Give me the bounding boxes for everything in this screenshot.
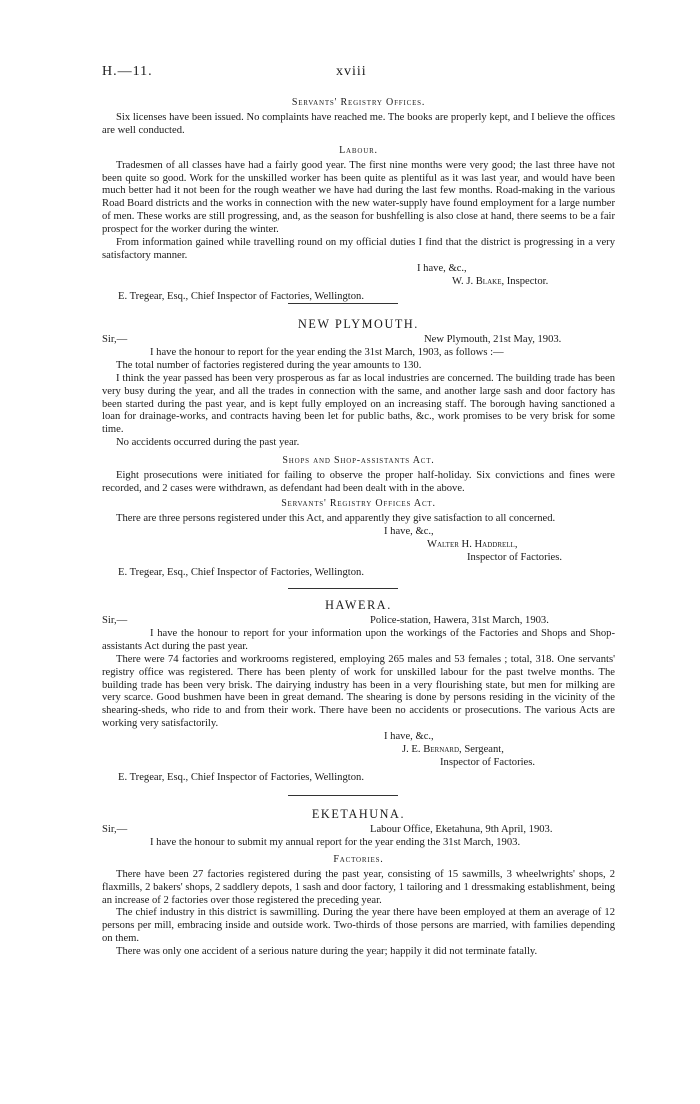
addressee: E. Tregear, Esq., Chief Inspector of Factories, Wellington. bbox=[118, 566, 364, 578]
closing: I have, &c., bbox=[384, 731, 434, 743]
section-heading: Servants' Registry Offices. bbox=[291, 97, 426, 108]
signatory-rank: Sergeant, bbox=[464, 744, 504, 756]
paragraph: The chief industry in this district is sawmilling. During the year there have been employed at them an average of 12 persons per mill, embracing inside and outside work. Two-thirds of those persons are married, with families depending on them. bbox=[102, 907, 615, 945]
dateline: Police-station, Hawera, 31st March, 1903. bbox=[370, 614, 549, 626]
paragraph: I think the year passed has been very prosperous as far as local industries are concerned. The building trade has been very busy during the year, and all the trades in connection with the same, and another large sash and door factory has been started during the past year, and is kept fully employed on an increasing staff. The borough having sanctioned a loan for drainage-works, and contracts having been let for public baths, &c., work promises to be very brisk for some time. bbox=[102, 372, 615, 436]
signature bbox=[102, 744, 615, 757]
paragraph: Six licenses have been issued. No complaints have reached me. The books are properly kept, and I believe the offices are well conducted. bbox=[102, 111, 615, 136]
salutation: Sir,— bbox=[102, 823, 128, 835]
section-title: NEW PLYMOUTH. bbox=[298, 317, 419, 331]
paragraph: I have the honour to submit my annual report for the year ending the 31st March, 1903. bbox=[150, 836, 521, 848]
paragraph: Tradesmen of all classes have had a fairly good year. The first nine months were very good; the last three have not been quite so good. Work for the unskilled worker has been quite as plentiful as it was last year, and would have been much better had it not been for the rough weather we have had during the last few months. Road-making in the various Road Board districts and the works in connection with the new water-supply have found employment for a large number of men. These works are still progressing, and, as the season for bushfelling is also close at hand, there seems to be a fair prospect for the worker during the winter. bbox=[102, 159, 615, 236]
paragraph: There have been 27 factories registered during the past year, consisting of 15 sawmills, 3 wheelwrights' shops, 2 flaxmills, 2 bakers' shops, 2 saddlery depots, 1 sash and door factory, 1 tailoring and 1 dressmaking establishment, being an increase of 2 factories over those registered the preceding year. bbox=[102, 868, 615, 906]
salutation-row bbox=[102, 615, 615, 628]
section-new-plymouth bbox=[102, 318, 615, 580]
signatory-name: J. E. Bernard, bbox=[402, 744, 462, 756]
closing-line bbox=[102, 731, 615, 744]
page-header bbox=[102, 66, 615, 82]
signatory-title: Inspector. bbox=[506, 275, 549, 287]
section-divider bbox=[288, 303, 398, 304]
section-heading: Shops and Shop-assistants Act. bbox=[282, 455, 435, 467]
paragraph: I have the honour to report for the year ending the 31st March, 1903, as follows :— bbox=[150, 346, 504, 358]
signatory-name: W. J. Blake, bbox=[452, 275, 505, 287]
paragraph: There are three persons registered under this Act, and apparently they give satisfaction to all concerned. bbox=[116, 512, 556, 524]
section-title: HAWERA. bbox=[325, 598, 392, 612]
paragraph: I have the honour to report for your information upon the workings of the Factories and Shops and Shop-assistants Act during the past year. bbox=[102, 627, 615, 652]
paragraph: No accidents occurred during the past year. bbox=[116, 437, 300, 449]
closing: I have, &c., bbox=[384, 525, 434, 537]
section-heading: Servants' Registry Offices Act. bbox=[281, 497, 436, 509]
closing-line bbox=[102, 263, 615, 276]
signatory-name: Walter H. Haddrell, bbox=[427, 538, 518, 550]
signature bbox=[102, 276, 615, 289]
section-title: EKETAHUNA. bbox=[311, 807, 406, 821]
signatory-title: Inspector of Factories. bbox=[440, 757, 536, 769]
paragraph: Eight prosecutions were initiated for failing to observe the proper half-holiday. Six convictions and fines were recorded, and 2 cases were withdrawn, as defendant had been dealt with in the above. bbox=[102, 470, 615, 494]
paragraph: From information gained while travelling round on my official duties I find that the district is progressing in a very satisfactory manner. bbox=[102, 237, 615, 261]
addressee: E. Tregear, Esq., Chief Inspector of Factories, Wellington. bbox=[118, 290, 364, 302]
section-hawera bbox=[102, 599, 615, 785]
section-heading: Labour. bbox=[339, 144, 378, 156]
addressee: E. Tregear, Esq., Chief Inspector of Factories, Wellington. bbox=[118, 772, 364, 784]
signature bbox=[102, 539, 615, 552]
paragraph: The total number of factories registered during the year amounts to 130. bbox=[116, 359, 422, 371]
paragraph: There was only one accident of a serious nature during the year; happily it did not terminate fatally. bbox=[116, 946, 538, 958]
document-reference: H.—11. bbox=[102, 64, 153, 79]
salutation-row bbox=[102, 334, 615, 347]
dateline: Labour Office, Eketahuna, 9th April, 1903. bbox=[370, 823, 553, 835]
section-servants-registry bbox=[102, 95, 615, 304]
section-divider bbox=[288, 588, 398, 589]
signature-title bbox=[102, 552, 615, 565]
salutation: Sir,— bbox=[102, 333, 128, 345]
section-eketahuna bbox=[102, 808, 615, 959]
signature-title bbox=[102, 757, 615, 770]
signatory-title: Inspector of Factories. bbox=[467, 551, 563, 563]
paragraph: There were 74 factories and workrooms registered, employing 265 males and 53 females ; total, 318. One servants' registry office was registered. There has been plenty of work for unskilled labour for the past twelve months. The building trade has been very brisk. The dairying industry has been in a very flourishing state, but men for milking are very scarce. Good bushmen have been in great demand. The shearing is done by persons residing in the vicinity of the shearing-sheds, who ride to and from their work. There have been no accidents or prosecutions. The various Acts are working very satisfactorily. bbox=[102, 653, 615, 730]
section-divider bbox=[288, 795, 398, 796]
closing: I have, &c., bbox=[417, 262, 467, 274]
page-number: xviii bbox=[336, 64, 367, 79]
section-heading: Factories. bbox=[333, 853, 384, 865]
salutation: Sir,— bbox=[102, 614, 128, 626]
closing-line bbox=[102, 526, 615, 539]
salutation-row bbox=[102, 824, 615, 837]
dateline: New Plymouth, 21st May, 1903. bbox=[424, 333, 562, 345]
